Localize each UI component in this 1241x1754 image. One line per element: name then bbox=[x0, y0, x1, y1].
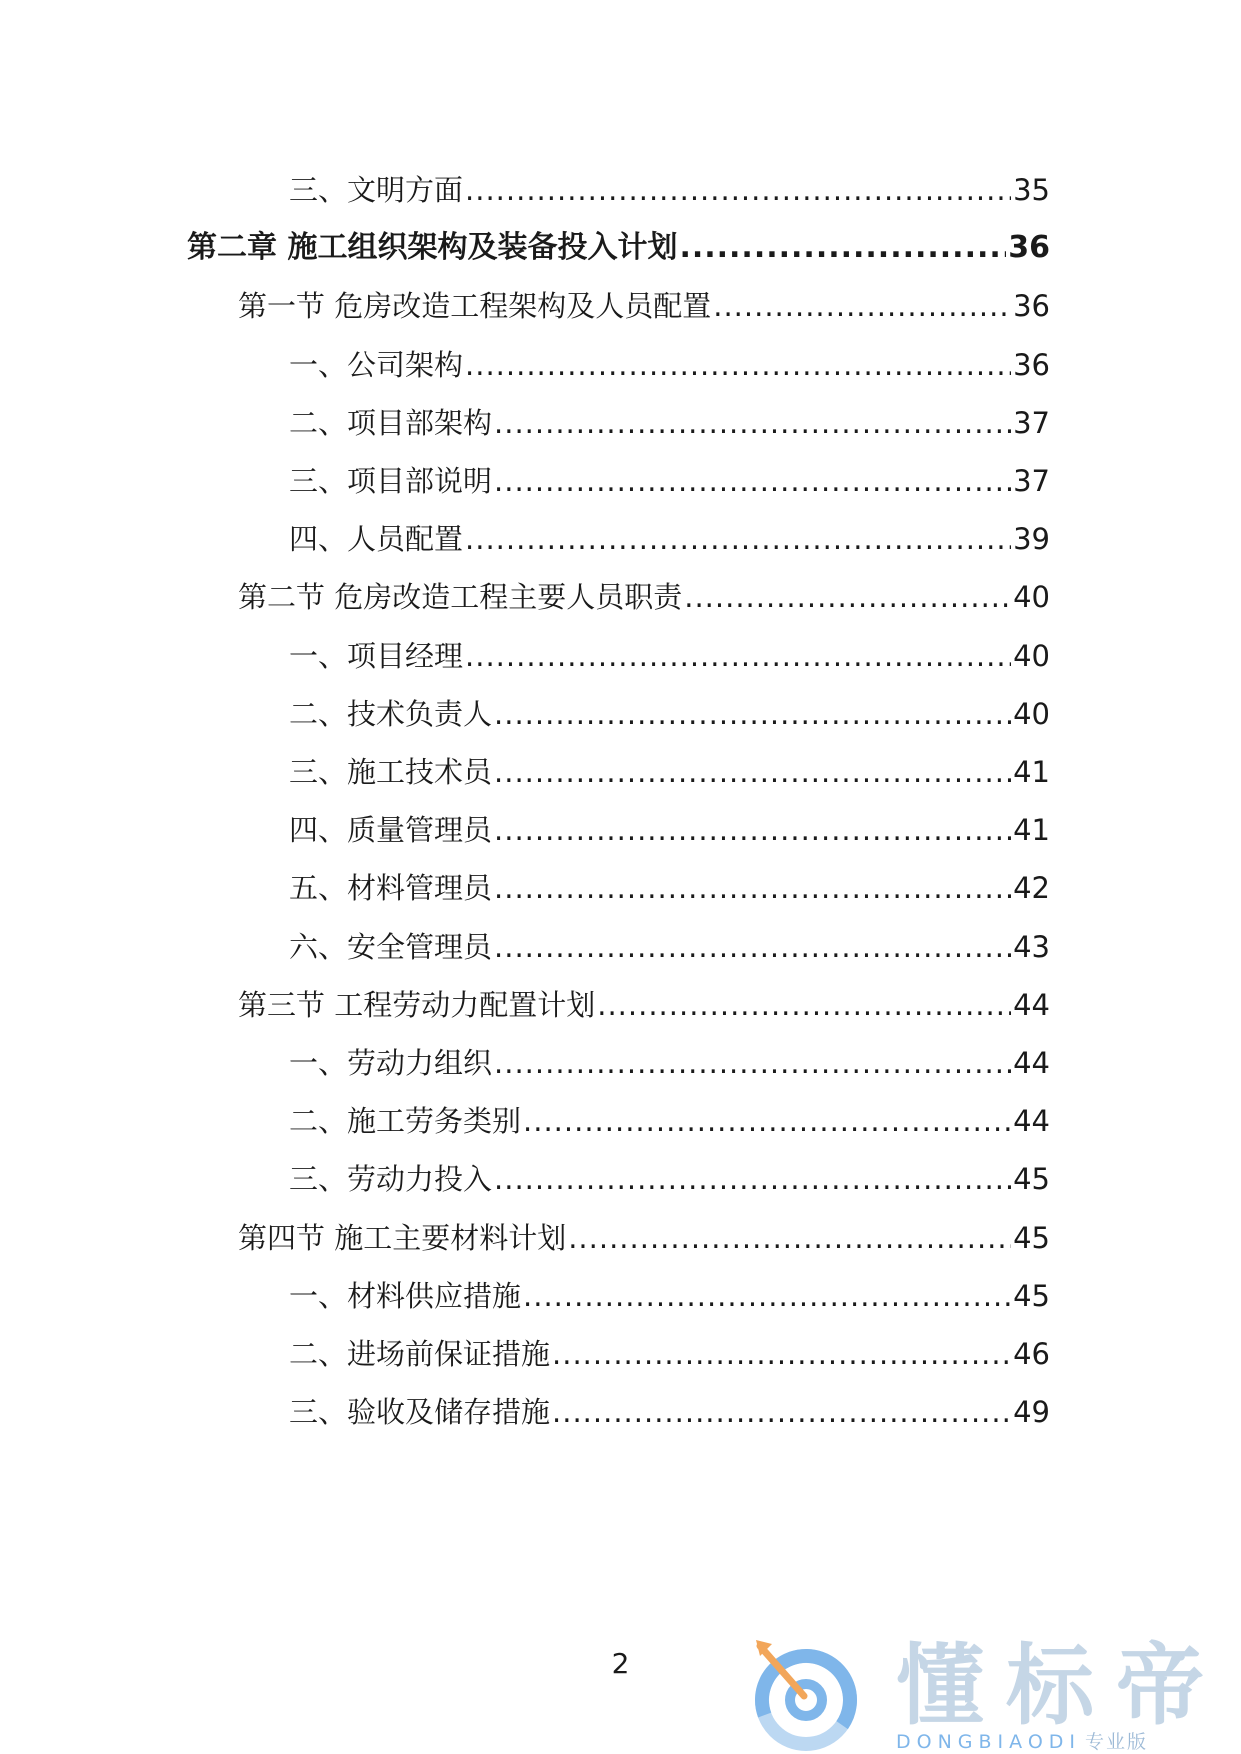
toc-subsection-entry[interactable] bbox=[289, 1332, 1050, 1376]
toc-entry-label: 三、验收及储存措施 bbox=[289, 1395, 551, 1430]
toc-entry-label: 一、材料供应措施 bbox=[289, 1278, 522, 1313]
toc-entry-page: 40 bbox=[1013, 696, 1050, 731]
watermark-brand-en-text: DONGBIAODI bbox=[896, 1731, 1082, 1753]
toc-subsection-entry[interactable] bbox=[289, 1041, 1050, 1085]
toc-subsection-entry[interactable] bbox=[289, 401, 1050, 445]
toc-dot-leader bbox=[597, 983, 1011, 1027]
toc-entry-page: 43 bbox=[1013, 929, 1050, 964]
toc-entry-page: 41 bbox=[1013, 755, 1050, 789]
toc-entry-label: 第二章 施工组织架构及装备投入计划 bbox=[187, 230, 678, 266]
toc-subsection-entry[interactable] bbox=[289, 1274, 1050, 1318]
toc-dot-leader bbox=[684, 575, 1011, 619]
toc-dot-leader bbox=[523, 1099, 1011, 1143]
watermark-brand-en bbox=[896, 1732, 1148, 1752]
toc-dot-leader bbox=[494, 1041, 1011, 1085]
toc-subsection-entry[interactable] bbox=[289, 343, 1050, 387]
toc-section-entry[interactable] bbox=[238, 284, 1050, 328]
toc-subsection-entry[interactable] bbox=[289, 692, 1050, 736]
toc-dot-leader bbox=[552, 1390, 1011, 1434]
toc-entry-page: 40 bbox=[1013, 580, 1050, 615]
toc-dot-leader bbox=[465, 343, 1011, 387]
toc-entry-label: 第一节 危房改造工程架构及人员配置 bbox=[238, 289, 712, 324]
toc-entry-label: 第四节 施工主要材料计划 bbox=[238, 1220, 567, 1255]
toc-entry-page: 39 bbox=[1013, 522, 1050, 557]
toc-dot-leader bbox=[494, 925, 1011, 969]
toc-entry-label: 四、质量管理员 bbox=[289, 813, 493, 848]
toc-subsection-entry[interactable] bbox=[289, 459, 1050, 503]
toc-entry-label: 二、技术负责人 bbox=[289, 696, 493, 731]
toc-chapter-entry[interactable] bbox=[187, 226, 1050, 270]
target-logo-icon bbox=[746, 1638, 866, 1754]
toc-entry-page: 44 bbox=[1013, 1046, 1050, 1080]
toc-entry-page: 44 bbox=[1013, 1104, 1050, 1139]
toc-entry-page: 45 bbox=[1013, 1162, 1050, 1197]
toc-entry-page: 45 bbox=[1013, 1220, 1050, 1255]
toc-entry-label: 三、项目部说明 bbox=[289, 464, 493, 498]
toc-subsection-entry[interactable] bbox=[289, 750, 1050, 794]
toc-entry-label: 三、文明方面 bbox=[289, 173, 464, 207]
toc-entry-page: 40 bbox=[1013, 638, 1050, 673]
toc-subsection-entry[interactable] bbox=[289, 1099, 1050, 1143]
toc-dot-leader bbox=[494, 401, 1011, 445]
toc-subsection-entry[interactable] bbox=[289, 1157, 1050, 1201]
toc-entry-page: 42 bbox=[1013, 871, 1050, 906]
toc-entry-label: 三、劳动力投入 bbox=[289, 1162, 493, 1197]
toc-subsection-entry[interactable] bbox=[289, 517, 1050, 561]
toc-dot-leader bbox=[494, 750, 1011, 794]
page-number: 2 bbox=[611, 1647, 630, 1680]
toc-entry-label: 三、施工技术员 bbox=[289, 755, 493, 789]
toc-dot-leader bbox=[494, 692, 1011, 736]
toc-entry-page: 35 bbox=[1013, 173, 1050, 207]
toc-entry-page: 46 bbox=[1013, 1337, 1050, 1371]
toc-entry-label: 一、公司架构 bbox=[289, 347, 464, 382]
toc-entry-label: 四、人员配置 bbox=[289, 522, 464, 557]
toc-subsection-entry[interactable] bbox=[289, 168, 1050, 212]
toc-dot-leader bbox=[713, 284, 1011, 328]
toc-entry-label: 五、材料管理员 bbox=[289, 871, 493, 906]
toc-entry-page: 49 bbox=[1013, 1395, 1050, 1430]
toc-dot-leader bbox=[494, 1157, 1011, 1201]
toc-section-entry[interactable] bbox=[238, 983, 1050, 1027]
toc-entry-page: 37 bbox=[1013, 464, 1050, 498]
toc-entry-label: 二、施工劳务类别 bbox=[289, 1104, 522, 1139]
toc-dot-leader bbox=[568, 1216, 1011, 1260]
toc-section-entry[interactable] bbox=[238, 1216, 1050, 1260]
toc-dot-leader bbox=[494, 808, 1011, 852]
toc-dot-leader bbox=[465, 634, 1011, 678]
toc-entry-page: 41 bbox=[1013, 813, 1050, 848]
toc-entry-label: 二、项目部架构 bbox=[289, 405, 493, 440]
toc-section-entry[interactable] bbox=[238, 575, 1050, 619]
toc-dot-leader bbox=[494, 459, 1011, 503]
toc-subsection-entry[interactable] bbox=[289, 866, 1050, 910]
toc-dot-leader bbox=[523, 1274, 1011, 1318]
toc-subsection-entry[interactable] bbox=[289, 1390, 1050, 1434]
watermark-edition: 专业版 bbox=[1085, 1731, 1149, 1753]
toc-subsection-entry[interactable] bbox=[289, 808, 1050, 852]
toc-entry-page: 45 bbox=[1013, 1278, 1050, 1313]
toc-dot-leader bbox=[679, 226, 1006, 270]
toc-entry-label: 一、劳动力组织 bbox=[289, 1046, 493, 1080]
toc-entry-page: 36 bbox=[1013, 347, 1050, 382]
toc-subsection-entry[interactable] bbox=[289, 634, 1050, 678]
toc-entry-label: 第三节 工程劳动力配置计划 bbox=[238, 987, 596, 1022]
toc-entry-label: 第二节 危房改造工程主要人员职责 bbox=[238, 580, 683, 615]
toc-entry-label: 二、进场前保证措施 bbox=[289, 1337, 551, 1371]
toc-dot-leader bbox=[465, 517, 1011, 561]
toc-entry-page: 44 bbox=[1013, 987, 1050, 1022]
watermark bbox=[746, 1636, 1226, 1754]
toc-entry-page: 36 bbox=[1013, 289, 1050, 324]
toc-entry-label: 一、项目经理 bbox=[289, 638, 464, 673]
toc-entry-label: 六、安全管理员 bbox=[289, 929, 493, 964]
toc-subsection-entry[interactable] bbox=[289, 925, 1050, 969]
toc-dot-leader bbox=[465, 168, 1011, 212]
watermark-brand-cn: 懂标帝 bbox=[896, 1634, 1227, 1737]
toc-entry-page: 36 bbox=[1008, 230, 1050, 266]
toc-dot-leader bbox=[494, 866, 1011, 910]
toc-dot-leader bbox=[552, 1332, 1011, 1376]
toc-entry-page: 37 bbox=[1013, 405, 1050, 440]
